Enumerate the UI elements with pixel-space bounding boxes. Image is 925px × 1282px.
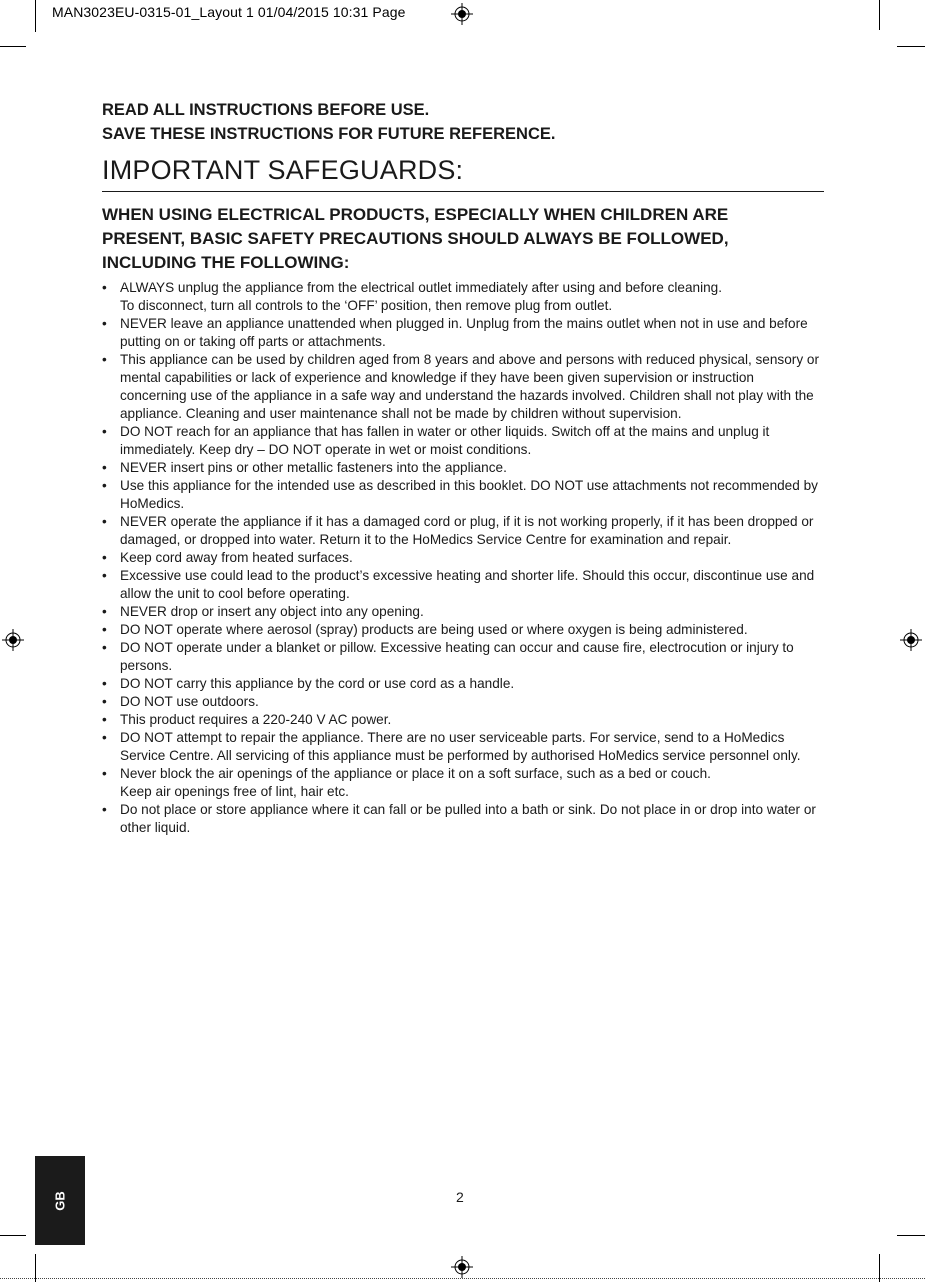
list-item xyxy=(102,621,824,639)
list-item xyxy=(102,279,824,315)
list-item-text: Keep cord away from heated surfaces. xyxy=(120,550,353,565)
language-tab xyxy=(35,1156,85,1245)
bullet: • xyxy=(102,514,107,529)
list-item xyxy=(102,639,824,675)
registration-mark-bottom-icon xyxy=(451,1256,473,1278)
list-item-text: ALWAYS unplug the appliance from the electrical outlet immediately after using and before cleaning. xyxy=(120,280,722,295)
list-item xyxy=(102,549,824,567)
list-item-text: DO NOT attempt to repair the appliance. There are no user serviceable parts. For service, send to a HoMedics Service Centre. All servicing of this appliance must be performed by authorised HoMedics service personnel only. xyxy=(120,730,801,763)
bottom-trim-line xyxy=(0,1278,925,1279)
bullet: • xyxy=(102,676,107,691)
bullet: • xyxy=(102,712,107,727)
list-item xyxy=(102,351,824,423)
list-item-text: NEVER operate the appliance if it has a damaged cord or plug, if it is not working properly, if it has been dropped or damaged, or dropped into water. Return it to the HoMedics Service Centre for examination and repair. xyxy=(120,514,814,547)
bullet: • xyxy=(102,640,107,655)
crop-mark-top-left xyxy=(35,0,36,32)
list-item-text: DO NOT reach for an appliance that has fallen in water or other liquids. Switch off at the mains and unplug it immediately. Keep dry – DO NOT operate in wet or moist conditions. xyxy=(120,424,770,457)
list-item-text: NEVER leave an appliance unattended when plugged in. Unplug from the mains outlet when not in use and before putting on or taking off parts or attachments. xyxy=(120,316,808,349)
crop-mark-top-right-h xyxy=(897,46,925,47)
title-divider xyxy=(102,191,824,192)
list-item-text: This appliance can be used by children aged from 8 years and above and persons with reduced physical, sensory or mental capabilities or lack of experience and knowledge if they have been given supervision or instruction concerning use of the appliance in a safe way and understand the hazards involved. Children shall not play with the appliance. Cleaning and user maintenance shall not be made by children without supervision. xyxy=(120,352,819,421)
read-all-notice: READ ALL INSTRUCTIONS BEFORE USE. xyxy=(102,101,430,119)
section-heading: WHEN USING ELECTRICAL PRODUCTS, ESPECIALLY WHEN CHILDREN ARE PRESENT, BASIC SAFETY PRECAUTIONS SHOULD ALWAYS BE FOLLOWED, INCLUDING THE FOLLOWING: xyxy=(102,205,729,272)
crop-mark-bottom-left-h xyxy=(0,1235,26,1236)
crop-mark-top-left-h xyxy=(0,46,26,47)
bullet: • xyxy=(102,550,107,565)
page-number: 2 xyxy=(456,1189,464,1205)
list-item-text: DO NOT carry this appliance by the cord or use cord as a handle. xyxy=(120,676,515,691)
bullet: • xyxy=(102,352,107,367)
bullet: • xyxy=(102,694,107,709)
list-item-text: Never block the air openings of the appliance or place it on a soft surface, such as a bed or couch. xyxy=(120,766,711,781)
save-instructions-notice: SAVE THESE INSTRUCTIONS FOR FUTURE REFERENCE. xyxy=(102,125,556,143)
list-item-text: DO NOT use outdoors. xyxy=(120,694,259,709)
registration-mark-left-icon xyxy=(2,629,24,651)
list-item xyxy=(102,459,824,477)
registration-mark-top-icon xyxy=(451,3,473,25)
list-item xyxy=(102,423,824,459)
list-item xyxy=(102,567,824,603)
list-item-text-continued: To disconnect, turn all controls to the ‘OFF’ position, then remove plug from outlet. xyxy=(120,298,613,313)
list-item xyxy=(102,603,824,621)
list-item-text-continued: Keep air openings free of lint, hair etc. xyxy=(120,784,349,799)
list-item xyxy=(102,675,824,693)
list-item-text: DO NOT operate where aerosol (spray) products are being used or where oxygen is being administered. xyxy=(120,622,748,637)
list-item-text: Excessive use could lead to the product’s excessive heating and shorter life. Should this occur, discontinue use and allow the unit to cool before operating. xyxy=(120,568,815,601)
safeguards-list xyxy=(102,279,824,837)
list-item xyxy=(102,765,824,801)
list-item-text: Use this appliance for the intended use as described in this booklet. DO NOT use attachments not recommended by HoMedics. xyxy=(120,478,818,511)
list-item-text: NEVER insert pins or other metallic fasteners into the appliance. xyxy=(120,460,507,475)
bullet: • xyxy=(102,316,107,331)
list-item xyxy=(102,693,824,711)
crop-mark-top-right xyxy=(879,0,880,30)
list-item xyxy=(102,729,824,765)
crop-mark-bottom-right-h xyxy=(897,1235,925,1236)
bullet: • xyxy=(102,802,107,817)
list-item xyxy=(102,513,824,549)
list-item xyxy=(102,801,824,837)
print-slug: MAN3023EU-0315-01_Layout 1 01/04/2015 10:31 Page xyxy=(52,4,406,20)
language-tab-label: GB xyxy=(52,1190,68,1211)
bullet: • xyxy=(102,478,107,493)
bullet: • xyxy=(102,604,107,619)
registration-mark-right-icon xyxy=(900,629,922,651)
page-content xyxy=(102,98,824,837)
bullet: • xyxy=(102,424,107,439)
bullet: • xyxy=(102,622,107,637)
bullet: • xyxy=(102,568,107,583)
list-item xyxy=(102,477,824,513)
list-item xyxy=(102,315,824,351)
list-item-text: NEVER drop or insert any object into any opening. xyxy=(120,604,424,619)
list-item-text: DO NOT operate under a blanket or pillow. Excessive heating can occur and cause fire, electrocution or injury to persons. xyxy=(120,640,794,673)
bullet: • xyxy=(102,460,107,475)
list-item-text: Do not place or store appliance where it can fall or be pulled into a bath or sink. Do not place in or drop into water or other liquid. xyxy=(120,802,816,835)
page-title: IMPORTANT SAFEGUARDS: xyxy=(102,155,464,185)
list-item-text: This product requires a 220-240 V AC power. xyxy=(120,712,392,727)
bullet: • xyxy=(102,730,107,745)
list-item xyxy=(102,711,824,729)
bullet: • xyxy=(102,766,107,781)
bullet: • xyxy=(102,280,107,295)
